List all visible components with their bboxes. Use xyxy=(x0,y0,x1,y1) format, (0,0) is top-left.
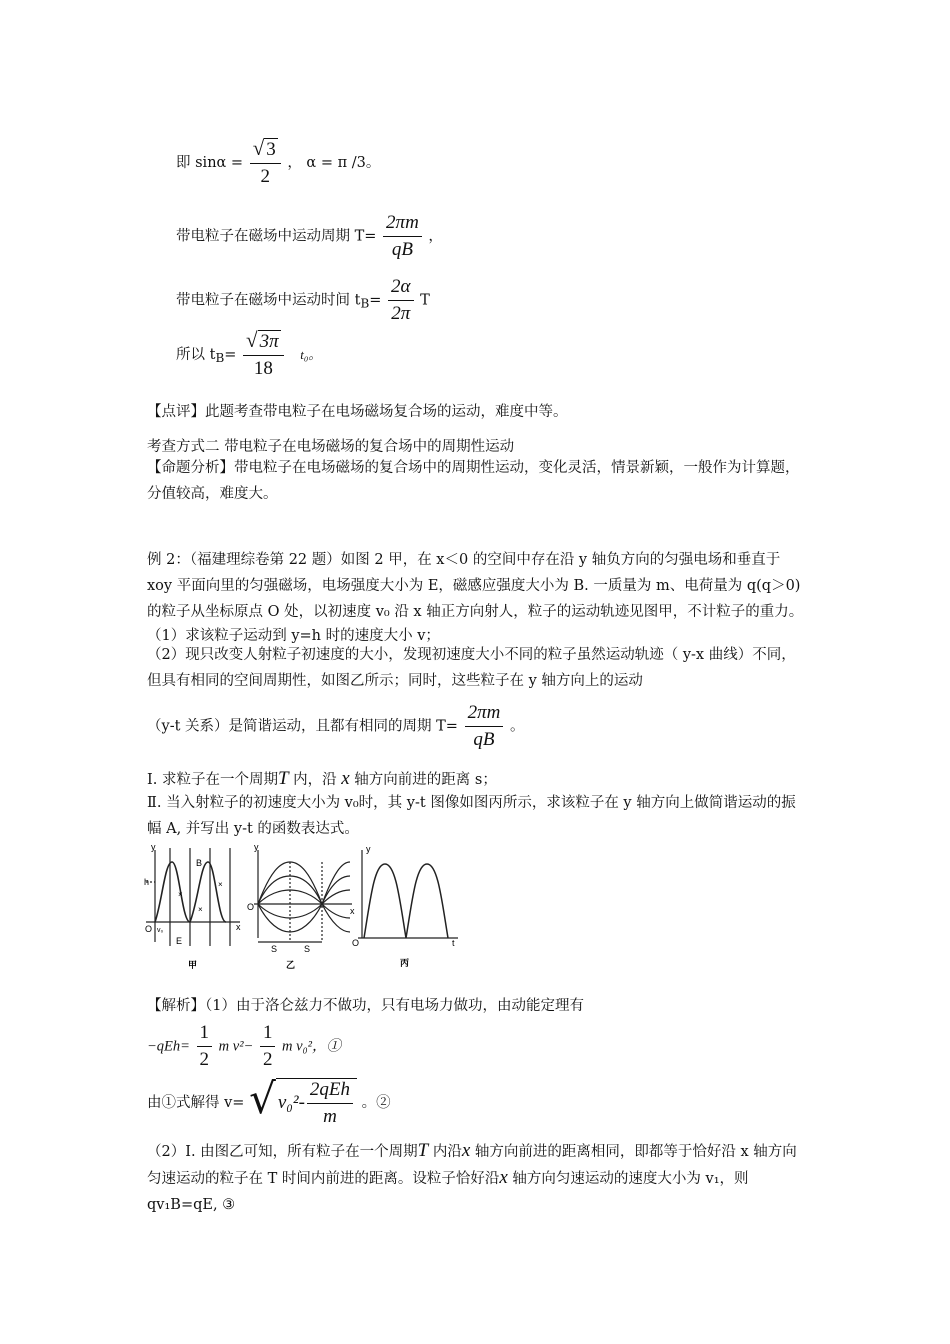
sqrt: √ v₀² - $\frac{\text{2qEh}}{m}$ xyxy=(249,1078,357,1128)
solution-intro: 【解析】（1）由于洛仑兹力不做功，只有电场力做功，由动能定理有 xyxy=(147,998,584,1014)
jia-x-label: x xyxy=(236,922,241,932)
yi-x-label: x xyxy=(350,906,355,916)
panel-yi xyxy=(254,850,352,942)
bing-y-label: y xyxy=(366,844,371,854)
solution-eq-2: 由①式解得 v= √ v₀² - $\frac{\text{2qEh}}{m}$ 。② xyxy=(147,1074,391,1127)
yi-s-label-1: S xyxy=(271,944,278,954)
caption-bing: 丙 xyxy=(400,958,410,968)
question-2-period: （y-t 关系）是简谐运动，且都有相同的周期 T= $\frac{2\pi m}{qB}$ 。 xyxy=(147,702,525,750)
jia-h-label: h xyxy=(144,877,150,887)
eq-time: 带电粒子在磁场中运动时间 $t_B=$ $\frac{2\alpha}{2\pi}$ T xyxy=(176,276,430,324)
fraction: $\frac{2\alpha}{2\pi}$ xyxy=(388,276,413,325)
svg-text:×: × xyxy=(178,890,183,899)
solution-eq-1: −qEh= $\frac{1}{2}$ m v²− $\frac{1}{2}$ m v₀²，① xyxy=(147,1022,341,1070)
yi-s-label-2: S xyxy=(304,944,311,954)
fraction: √ 3 2 xyxy=(250,138,281,188)
jia-o-label: O xyxy=(145,924,153,934)
yi-o-label: O xyxy=(247,902,255,912)
jia-v0-label: v₀ xyxy=(157,927,164,934)
analysis-paragraph: 【命题分析】带电粒子在电场磁场的复合场中的周期性运动，变化灵活，情景新颖，一般作为计算题，分值较高，难度大。 xyxy=(147,460,800,502)
svg-text:×: × xyxy=(218,880,223,889)
jia-y-label: y xyxy=(151,842,156,852)
caption-yi: 乙 xyxy=(286,960,296,970)
question-II: Ⅱ. 当入射粒子的初速度大小为 v₀时，其 y-t 图像如图丙所示，求该粒子在 y 轴方向上做简谐运动的振幅 A, 并写出 y-t 的函数表达式。 xyxy=(147,795,796,837)
comment: 【点评】此题考查带电粒子在电场磁场复合场的运动，难度中等。 xyxy=(147,404,568,420)
eq-sin-alpha: 即 sinα = √ 3 2 ， α = π /3。 xyxy=(176,136,381,187)
eq-period: 带电粒子在磁场中运动周期 T= $\frac{2\pi m}{qB}$ ， xyxy=(176,212,443,260)
eq-result: 所以 $t_B=$ √ 3π 18 t₀。 xyxy=(176,328,322,379)
fraction: √ 3π 18 xyxy=(243,330,284,380)
panel-bing xyxy=(358,850,458,938)
fraction: $\frac{2\pi m}{qB}$ xyxy=(465,702,504,751)
question-1: （1）求该粒子运动到 y=h 时的速度大小 v； xyxy=(147,628,440,644)
question-I: Ⅰ. 求粒子在一个周期T 内，沿 x 轴方向前进的距离 s； xyxy=(147,768,497,789)
question-2: （2）现只改变人射粒子初速度的大小，发现初速度大小不同的粒子虽然运动轨迹（ y-x 曲线）不同，但具有相同的空间周期性，如图乙所示；同时，这些粒子在 y 轴方向上的运动 xyxy=(147,647,796,689)
solution-part-2: （2）Ⅰ. 由图乙可知，所有粒子在一个周期T 内沿x 轴方向前进的距离相同，即都等于恰好沿 x 轴方向匀速运动的粒子在 T 时间内前进的距离。设粒子恰好沿x 轴方向匀速运动的速度大小为 v₁，则 qv₁B=qE, ③ xyxy=(147,1140,797,1213)
yi-y-label: y xyxy=(254,842,259,852)
bing-o-label: O xyxy=(352,938,360,948)
caption-jia: 甲 xyxy=(188,960,198,970)
fraction: $\frac{2\pi m}{qB}$ xyxy=(383,212,422,261)
bing-t-label: t xyxy=(452,938,455,948)
example-paragraph: 例 2：（福建理综卷第 22 题）如图 2 甲，在 x＜0 的空间中存在沿 y 轴负方向的匀强电场和垂直于 xoy 平面向里的匀强磁场，电场强度大小为 E，磁感应强度大小为 B. 一质量为 m、电荷量为 q(q＞0) 的粒子从坐标原点 O 处，以初速度 v₀ 沿 x 轴正方向射人，粒子的运动轨迹见图甲，不计粒子的重力。 xyxy=(147,552,804,620)
svg-text:×: × xyxy=(198,905,203,914)
jia-b-label: B xyxy=(196,858,203,868)
jia-e-label: E xyxy=(176,936,183,946)
section-title: 考查方式二 带电粒子在电场磁场的复合场中的周期性运动 xyxy=(147,439,515,455)
figure-2 xyxy=(140,842,470,972)
